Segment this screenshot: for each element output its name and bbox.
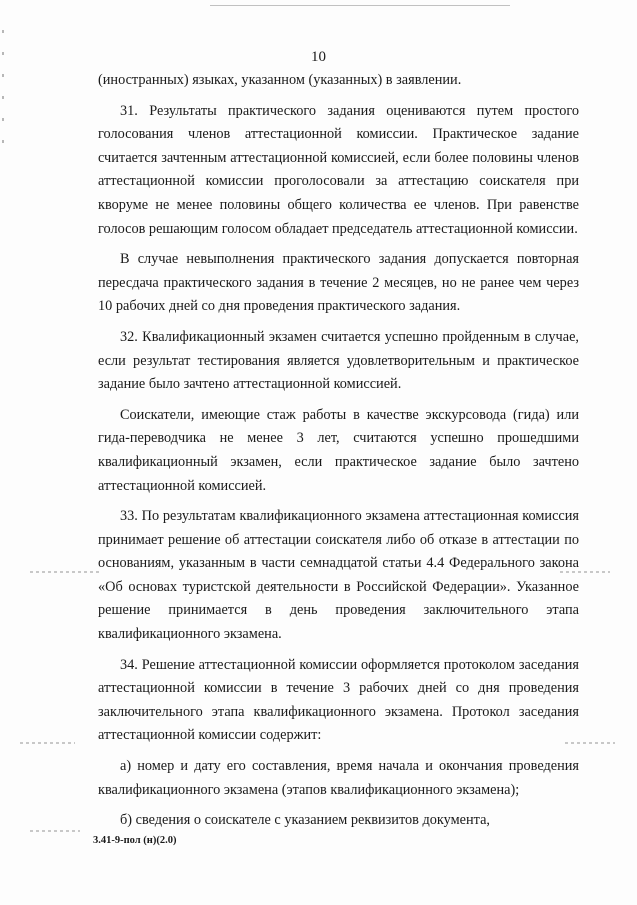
document-body xyxy=(98,69,579,833)
paragraph: Соискатели, имеющие стаж работы в качестве экскурсовода (гида) или гида-переводчика не менее 3 лет, считаются успешно прошедшими квалификационный экзамен, если практическое задание было зачтено аттестационной комиссией. xyxy=(98,406,579,494)
paragraph: 32. Квалификационный экзамен считается успешно пройденным в случае, если результат тестирования является удовлетворительным и практическое задание было зачтено аттестационной комиссией. xyxy=(98,328,579,393)
scan-smudge xyxy=(20,742,75,744)
paragraph: В случае невыполнения практического задания допускается повторная пересдача практического задания в течение 2 месяцев, но не ранее чем через 10 рабочих дней со дня проведения практического задания. xyxy=(98,251,579,315)
scan-binding-marks xyxy=(2,30,4,150)
paragraph: 31. Результаты практического задания оцениваются путем простого голосования членов аттестационной комиссии. Практическое задание считается зачтенным аттестационной комиссией, если более половины членов аттестационной комиссии проголосовали за аттестацию соискателя при кворуме не менее половины общего количества ее членов. При равенстве голосов решающим голосом обладает председатель аттестационной комиссии. xyxy=(98,102,579,237)
document-footer-code: 3.41-9-пол (н)(2.0) xyxy=(93,835,177,846)
paragraph: (иностранных) языках, указанном (указанных) в заявлении. xyxy=(98,72,462,88)
scan-top-edge xyxy=(210,5,510,6)
paragraph: а) номер и дату его составления, время начала и окончания проведения квалификационного экзамена (этапов квалификационного экзамена); xyxy=(98,758,579,798)
scan-smudge xyxy=(30,571,100,573)
paragraph: 34. Решение аттестационной комиссии оформляется протоколом заседания аттестационной комиссии в течение 3 рабочих дней со дня проведения заключительного этапа квалификационного экзамена. Протокол заседания аттестационной комиссии содержит: xyxy=(98,656,579,744)
paragraph: б) сведения о соискателе с указанием реквизитов документа, xyxy=(120,812,491,829)
page-number: 10 xyxy=(311,49,326,65)
scan-smudge xyxy=(30,830,80,832)
paragraph: 33. По результатам квалификационного экзамена аттестационная комиссия принимает решение об аттестации соискателя либо об отказе в аттестации по основаниям, указанным в части семнадцатой статьи 4.4 Федерального закона «Об основах туристской деятельности в Российской Федерации». Указанное решение принимается в день проведения заключительного этапа квалификационного экзамена. xyxy=(98,508,579,643)
